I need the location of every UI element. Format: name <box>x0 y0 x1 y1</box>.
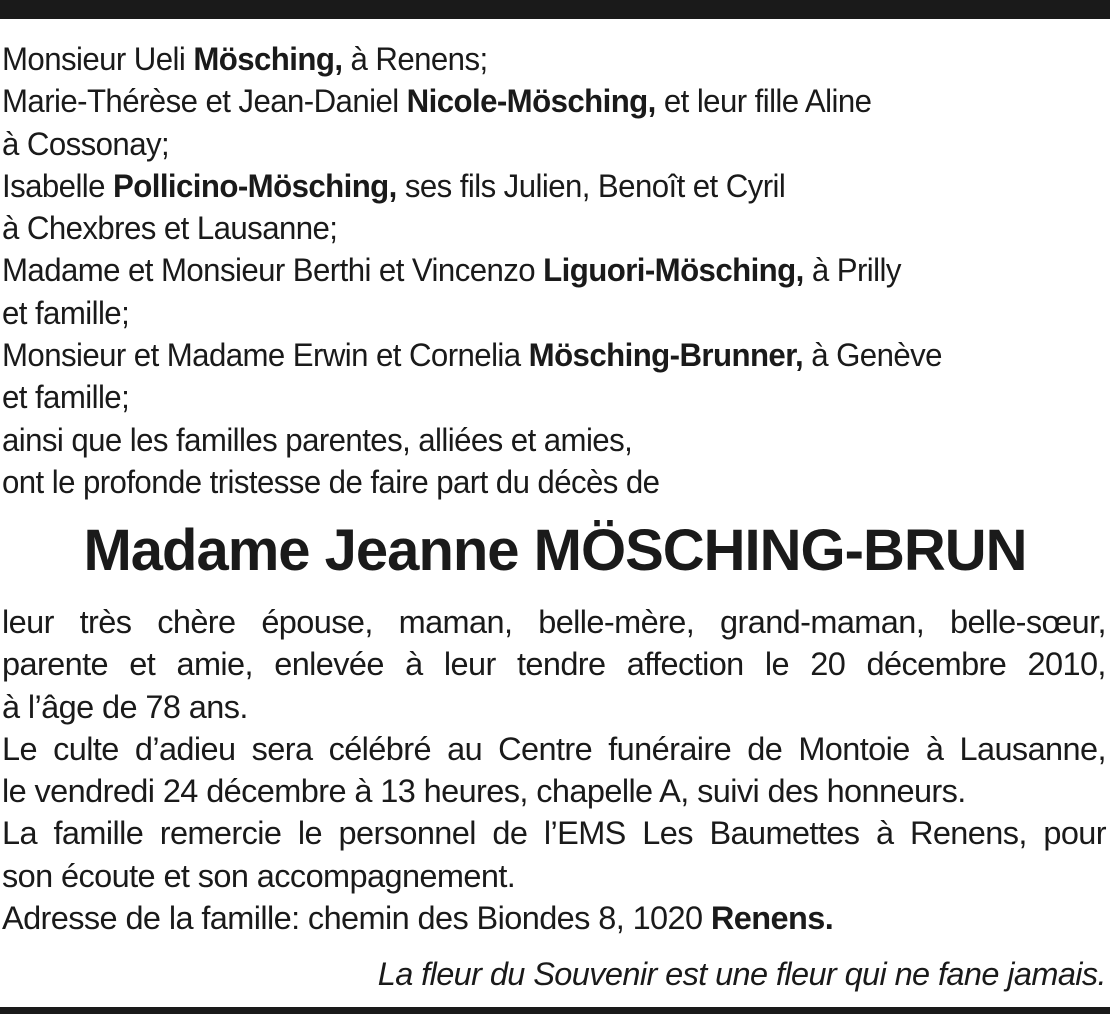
body-line-justified <box>2 601 1106 643</box>
word: maman, <box>398 604 513 640</box>
word: célébré <box>328 730 431 767</box>
top-border-rule <box>0 0 1110 19</box>
word: pour <box>1043 815 1106 852</box>
word: Montoie <box>798 730 910 767</box>
word: La <box>2 815 37 852</box>
word: décembre <box>866 646 1007 683</box>
family-line: ont le profonde tristesse de faire part du décès de <box>2 463 660 500</box>
bottom-border-rule <box>0 1007 1110 1014</box>
word: parente <box>2 646 109 683</box>
family-line <box>2 165 1064 207</box>
body-line: le vendredi 24 décembre à 13 heures, chapelle A, suivi des honneurs. <box>2 773 966 810</box>
body-line: à l’âge de 78 ans. <box>2 688 248 725</box>
word: et <box>129 646 156 683</box>
family-line <box>2 334 1064 376</box>
word: remercie <box>159 815 282 852</box>
text-run: et leur fille Aline <box>655 83 872 120</box>
word: 2010, <box>1027 646 1106 683</box>
family-line <box>2 38 1064 80</box>
body-line-justified <box>2 643 1106 685</box>
city-name: Renens. <box>710 900 834 937</box>
word: belle-sœur, <box>949 604 1106 640</box>
body-line-justified <box>2 728 1106 770</box>
word: enlevée <box>274 646 384 683</box>
notice-body <box>2 601 1106 939</box>
family-line <box>2 249 1064 291</box>
text-run: Monsieur Ueli <box>2 41 194 77</box>
word: Le <box>2 730 37 767</box>
family-line: à Cossonay; <box>2 125 170 162</box>
family-name: Mösching-Brunner, <box>528 337 804 374</box>
family-name: Liguori-Mösching, <box>543 252 804 289</box>
word: le <box>297 815 322 852</box>
body-line <box>2 897 1106 939</box>
word: tendre <box>516 646 606 683</box>
word: épouse, <box>261 604 373 640</box>
family-line: à Chexbres et Lausanne; <box>2 210 338 247</box>
word: à <box>875 815 894 852</box>
closing-motto: La fleur du Souvenir est une fleur qui ne fane jamais. <box>377 956 1106 992</box>
word: 20 <box>810 646 846 683</box>
family-announcement <box>2 38 1064 503</box>
text-run: Marie-Thérèse et Jean-Daniel <box>2 83 407 120</box>
family-name: Pollicino-Mösching, <box>113 167 397 204</box>
word: au <box>447 730 483 767</box>
family-name: Mösching, <box>193 41 343 77</box>
text-run: à Genève <box>803 337 942 374</box>
word: famille <box>53 815 144 852</box>
word: Lausanne, <box>959 730 1106 767</box>
word: Renens, <box>909 815 1027 852</box>
word: Baumettes <box>709 815 860 852</box>
word: sera <box>251 730 313 767</box>
word: funéraire <box>608 730 732 767</box>
word: de <box>747 730 783 767</box>
text-run: Isabelle <box>2 167 114 204</box>
text-run: à Renens; <box>342 41 488 77</box>
text-run: à Prilly <box>803 252 901 289</box>
word: grand-maman, <box>720 604 925 640</box>
text-run: Monsieur et Madame Erwin et Cornelia <box>2 337 529 374</box>
word: de <box>492 815 528 852</box>
body-line: son écoute et son accompagnement. <box>2 857 516 894</box>
family-name: Nicole-Mösching, <box>406 83 656 120</box>
family-line: et famille; <box>2 379 130 416</box>
word: personnel <box>338 815 476 852</box>
text-run: Adresse de la famille: chemin des Biondes 8, 1020 <box>2 900 711 937</box>
body-line-justified <box>2 812 1106 854</box>
word: affection <box>626 646 744 683</box>
word: à <box>405 646 423 683</box>
word: chère <box>157 604 236 640</box>
word: Les <box>642 815 693 852</box>
word: d’adieu <box>134 730 236 767</box>
deceased-name-heading: Madame Jeanne MÖSCHING-BRUN <box>83 518 1027 583</box>
word: Centre <box>498 730 593 767</box>
family-line: et famille; <box>2 294 130 331</box>
word: culte <box>53 730 119 767</box>
text-run: ses fils Julien, Benoît et Cyril <box>396 167 786 204</box>
family-line: ainsi que les familles parentes, alliées et amies, <box>2 421 633 458</box>
word: belle-mère, <box>538 604 695 640</box>
text-run: Madame et Monsieur Berthi et Vincenzo <box>2 252 544 289</box>
word: leur <box>443 646 496 683</box>
word: le <box>764 646 790 683</box>
word: leur <box>2 604 54 640</box>
family-line <box>2 80 1064 122</box>
word: à <box>925 730 944 767</box>
word: très <box>79 604 132 640</box>
word: amie, <box>176 646 253 683</box>
word: l’EMS <box>543 815 626 852</box>
